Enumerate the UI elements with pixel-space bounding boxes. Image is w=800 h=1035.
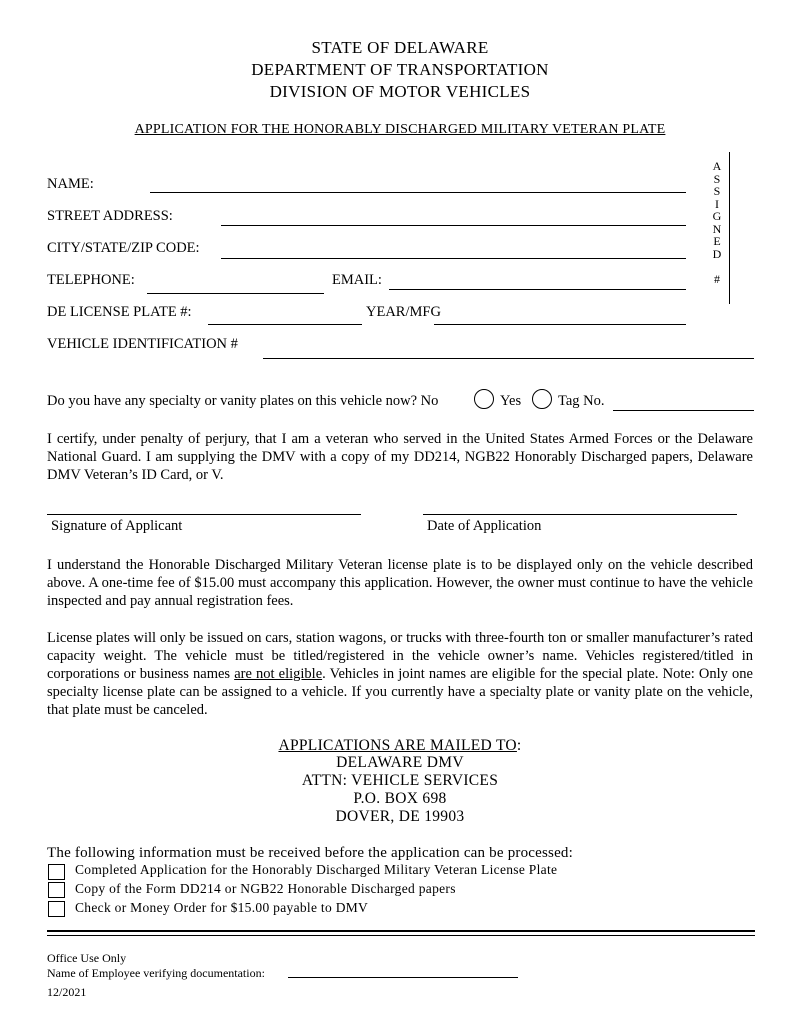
tag-label: Tag No. <box>558 393 605 409</box>
email-label: EMAIL: <box>332 272 382 288</box>
date-label: Date of Application <box>427 518 542 534</box>
header-department: DEPARTMENT OF TRANSPORTATION <box>251 60 549 79</box>
office-divider-top <box>47 930 755 932</box>
header-state: STATE OF DELAWARE <box>311 38 489 57</box>
date-line[interactable] <box>423 514 737 515</box>
checklist-intro: The following information must be received before the application can be processed: <box>47 845 573 861</box>
mail-line-2: ATTN: VEHICLE SERVICES <box>301 772 499 789</box>
checkbox-payment[interactable] <box>48 901 65 917</box>
assigned-letter: D <box>712 246 722 261</box>
assigned-letter: N <box>712 221 722 236</box>
assigned-letter: S <box>713 171 721 186</box>
checkbox-dd214[interactable] <box>48 882 65 898</box>
vin-input-line[interactable] <box>263 358 754 359</box>
mail-heading-colon: : <box>516 737 522 754</box>
mail-line-1: DELAWARE DMV <box>336 754 464 771</box>
header-division: DIVISION OF MOTOR VEHICLES <box>269 82 531 101</box>
fee-paragraph: I understand the Honorable Discharged Military Veteran license plate is to be displayed only on the vehicle described above. A one-time fee of $15.00 must accompany this application. However, the owner must continue to have the vehicle inspected and pay annual registration fees. <box>47 557 753 609</box>
city-label: CITY/STATE/ZIP CODE: <box>47 240 200 256</box>
signature-label: Signature of Applicant <box>51 518 183 534</box>
yes-label: Yes <box>500 393 522 409</box>
mail-heading-text: APPLICATIONS ARE MAILED TO <box>278 737 517 754</box>
assigned-letter: G <box>712 209 722 223</box>
employee-label: Name of Employee verifying documentation: <box>47 966 265 980</box>
name-label: NAME: <box>47 176 94 192</box>
tag-input-line[interactable] <box>613 410 754 411</box>
office-divider-bottom <box>47 935 755 936</box>
mail-line-4: DOVER, DE 19903 <box>335 808 465 825</box>
email-input-line[interactable] <box>389 289 686 290</box>
assigned-hash: # <box>714 271 720 286</box>
mail-line-3: P.O. BOX 698 <box>353 790 447 807</box>
signature-line[interactable] <box>47 514 361 515</box>
street-input-line[interactable] <box>221 225 686 226</box>
checkbox-application[interactable] <box>48 864 65 880</box>
certify-paragraph: I certify, under penalty of perjury, that I am a veteran who served in the United States Armed Forces or the Delaware National Guard. I am supplying the DMV with a copy of my DD214, NGB22 Honorably Discharged papers, Delaware DMV Veteran’s ID Card, or V. <box>47 431 753 483</box>
eligibility-text-1: License plates will only be issued on cars, station wagons, or trucks with three-fourth ton or smaller manufacturer’s rated capacity weight. The vehicle must be titled/registered in the vehicle owner’s name. Vehicles registered/titled in corporations or business names <box>47 630 753 682</box>
checklist-item: Check or Money Order for $15.00 payable to DMV <box>75 900 369 915</box>
plate-input-line[interactable] <box>208 324 362 325</box>
specialty-question: Do you have any specialty or vanity plates on this vehicle now? No <box>47 393 439 409</box>
assigned-box-line <box>729 152 730 304</box>
assigned-letter: A <box>712 159 722 173</box>
telephone-input-line[interactable] <box>147 293 324 294</box>
revision-date: 12/2021 <box>47 985 87 999</box>
assigned-letter: E <box>713 234 721 248</box>
name-input-line[interactable] <box>150 192 686 193</box>
yes-radio[interactable] <box>532 389 552 409</box>
assigned-label <box>711 160 723 285</box>
vin-label: VEHICLE IDENTIFICATION # <box>47 336 238 352</box>
assigned-letter <box>711 260 723 273</box>
telephone-label: TELEPHONE: <box>47 272 135 288</box>
checklist-item: Copy of the Form DD214 or NGB22 Honorable Discharged papers <box>75 881 456 896</box>
year-label: YEAR/MFG <box>366 304 441 320</box>
not-eligible-text: are not eligible <box>234 666 323 682</box>
city-input-line[interactable] <box>221 258 686 259</box>
assigned-letter: I <box>715 196 719 211</box>
employee-input-line[interactable] <box>288 977 518 978</box>
street-label: STREET ADDRESS: <box>47 208 173 224</box>
no-radio[interactable] <box>474 389 494 409</box>
eligibility-paragraph <box>47 629 753 719</box>
office-use-title: Office Use Only <box>47 951 127 965</box>
checklist-item: Completed Application for the Honorably Discharged Military Veteran License Plate <box>75 862 558 877</box>
eligibility-text-2: . Vehicles in joint names are eligible for the special plate. Note: Only one specialty license plate can be assigned to a vehicle. If you currently have a specialty plate or vanity plate on the vehicle, that plate must be canceled. <box>47 666 753 718</box>
assigned-letter: S <box>713 184 721 198</box>
mail-heading <box>0 737 800 755</box>
form-title: APPLICATION FOR THE HONORABLY DISCHARGED MILITARY VETERAN PLATE <box>134 122 666 137</box>
plate-label: DE LICENSE PLATE #: <box>47 304 192 320</box>
year-input-line[interactable] <box>434 324 686 325</box>
